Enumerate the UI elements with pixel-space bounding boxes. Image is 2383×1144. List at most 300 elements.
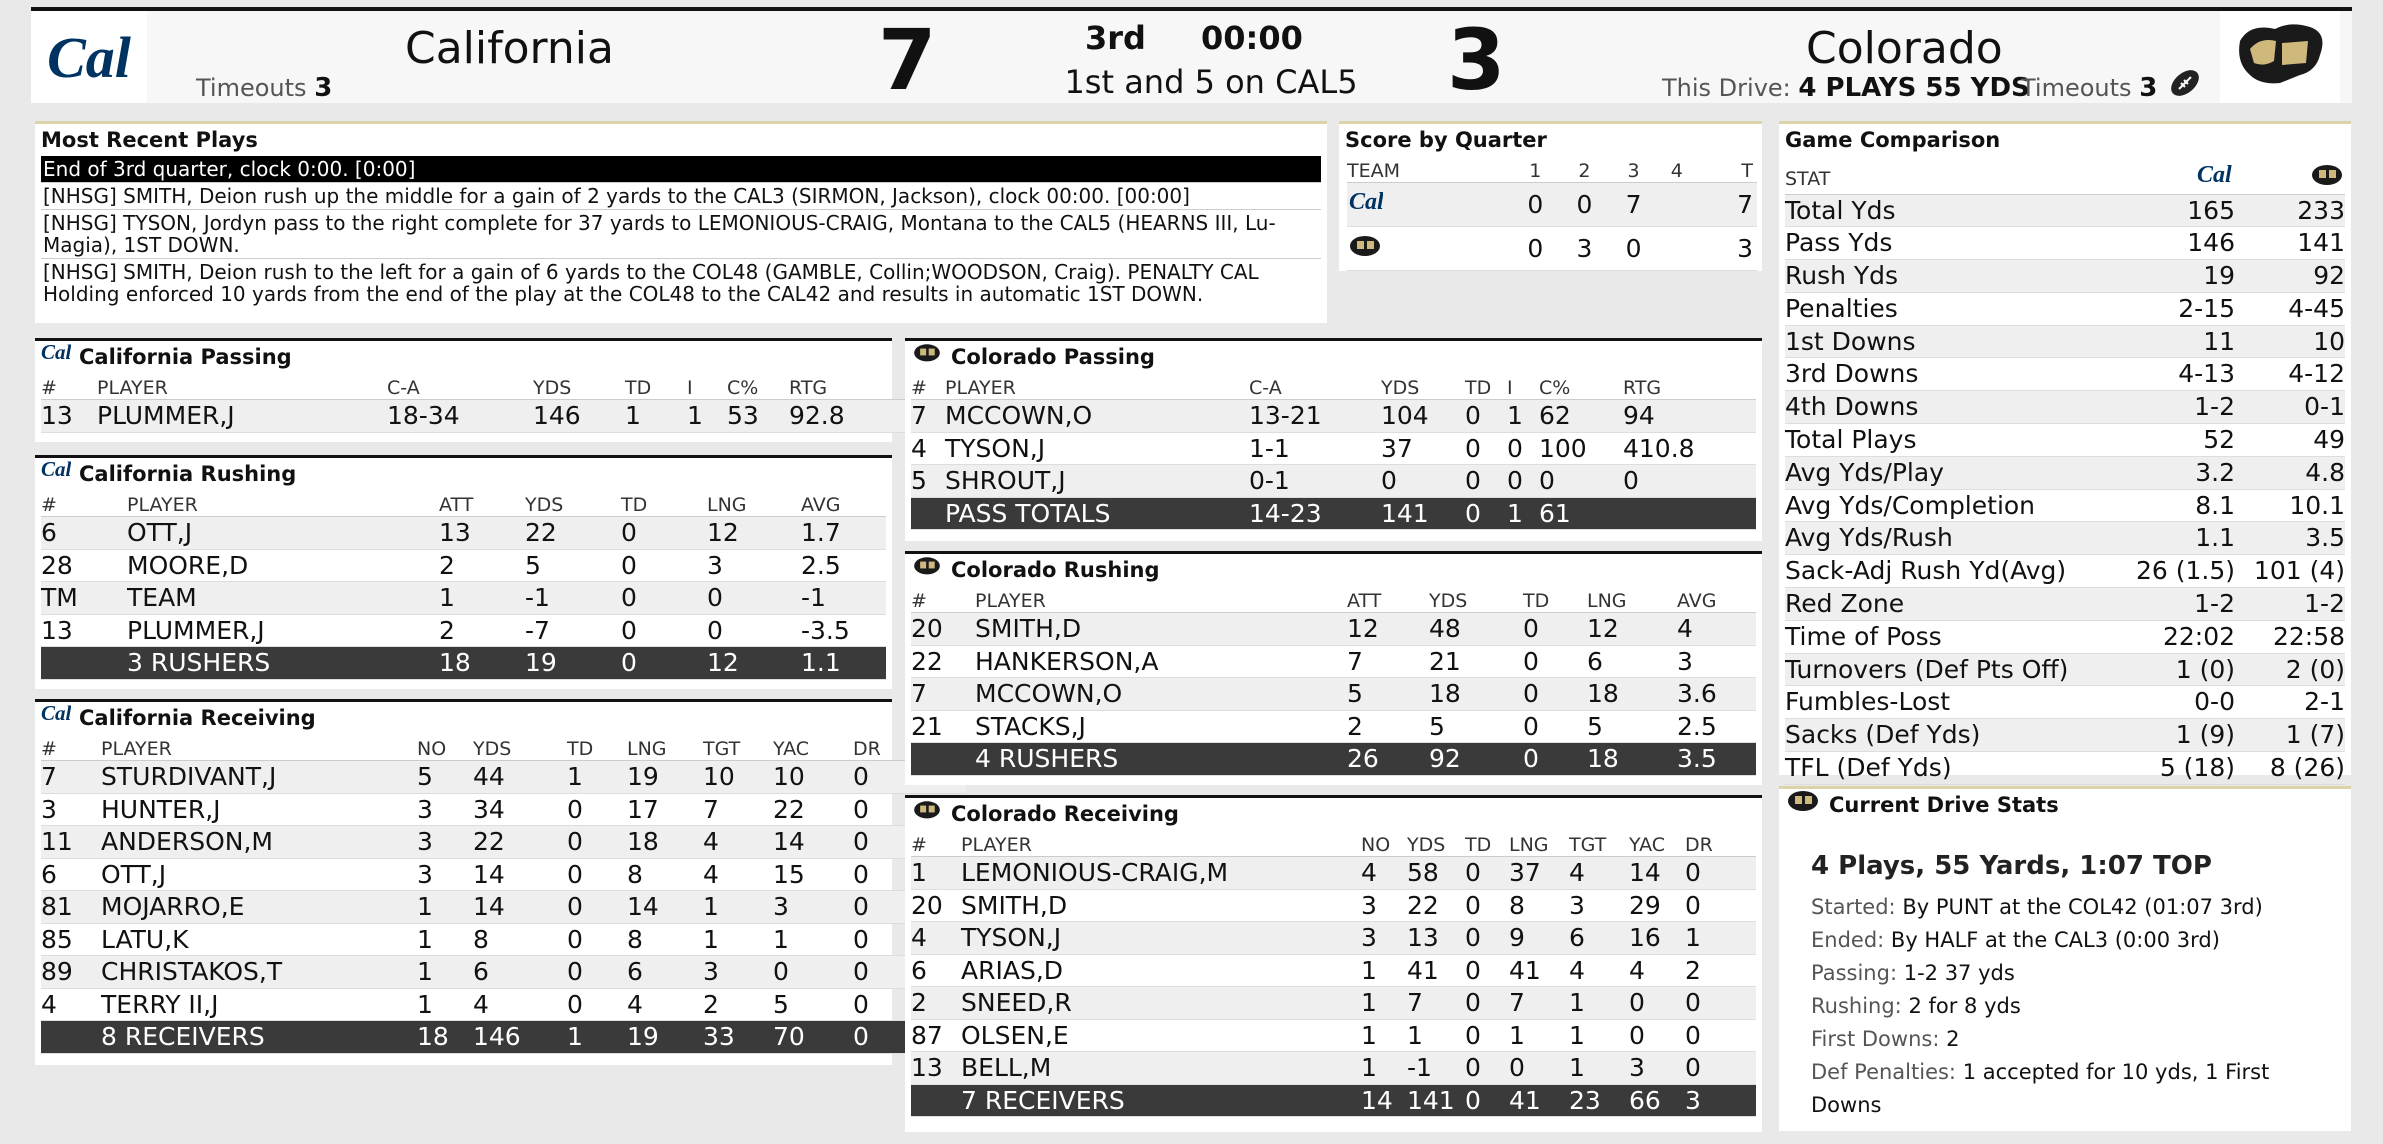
player-name[interactable]: SNEED,R xyxy=(961,987,1361,1020)
colorado-mini-logo-icon xyxy=(1347,227,1511,271)
colorado-value: 22:58 xyxy=(2235,620,2345,653)
panel-title xyxy=(1779,789,2351,821)
panel-title: Score by Quarter xyxy=(1345,128,1547,152)
stat-cell: 33 xyxy=(703,1021,773,1054)
drive-stat-value: By HALF at the CAL3 (0:00 3rd) xyxy=(1890,928,2220,952)
stat-cell: 18 xyxy=(1587,743,1677,776)
col-header[interactable]: DR xyxy=(853,734,966,761)
drive-stat-label: First Downs: xyxy=(1811,1027,1940,1051)
drive-stat-value: By PUNT at the COL42 (01:07 3rd) xyxy=(1902,895,2263,919)
play-item[interactable]: [NHSG] SMITH, Deion rush up the middle for a gain of 2 yards to the CAL3 (SIRMON, Jackson), clock 00:00. [00:00] xyxy=(41,183,1321,210)
stat-cell: 22 xyxy=(473,826,567,859)
col-header[interactable]: AVG xyxy=(801,490,886,517)
player-name[interactable]: TYSON,J xyxy=(961,922,1361,955)
col-header[interactable]: YDS xyxy=(1381,373,1465,400)
stat-cell: 1.7 xyxy=(801,517,886,550)
stat-cell: 4 xyxy=(1629,954,1685,987)
stat-cell: 0 xyxy=(567,826,627,859)
col-header[interactable]: TGT xyxy=(703,734,773,761)
comparison-row xyxy=(1785,522,2345,555)
stat-cell: 1 xyxy=(911,857,961,890)
stat-cell: 4 xyxy=(703,826,773,859)
comparison-row xyxy=(1785,292,2345,325)
stat-cell: 89 xyxy=(41,956,101,989)
col-header[interactable]: TD xyxy=(1465,373,1507,400)
colorado-mini-logo-icon xyxy=(911,340,943,374)
comparison-row xyxy=(1785,620,2345,653)
colorado-value: 0-1 xyxy=(2235,391,2345,424)
comparison-row xyxy=(1785,194,2345,227)
comparison-row xyxy=(1785,456,2345,489)
stat-cell: 13 xyxy=(41,400,97,433)
stat-cell: 20 xyxy=(911,889,961,922)
player-name[interactable]: OTT,J xyxy=(127,517,439,550)
col-header[interactable]: ATT xyxy=(1347,586,1429,613)
stat-cell: 2 xyxy=(1347,710,1429,743)
col-header[interactable]: # xyxy=(911,586,975,613)
player-name[interactable]: OTT,J xyxy=(101,858,417,891)
col-header: STAT xyxy=(1785,156,2125,194)
table-title: California Receiving xyxy=(79,706,316,730)
table-title: Colorado Passing xyxy=(951,345,1155,369)
col-header[interactable]: YDS xyxy=(533,373,625,400)
player-name[interactable]: LATU,K xyxy=(101,923,417,956)
comparison-row xyxy=(1785,686,2345,719)
stat-cell: 44 xyxy=(473,761,567,794)
stat-cell: 0 xyxy=(1685,1019,1756,1052)
player-name[interactable]: SMITH,D xyxy=(975,613,1347,646)
stat-cell: 1 xyxy=(417,923,473,956)
stat-cell: 2.5 xyxy=(801,549,886,582)
table-row xyxy=(911,922,1756,955)
table-row xyxy=(41,614,886,647)
stat-cell: 22 xyxy=(525,517,621,550)
player-name[interactable]: OLSEN,E xyxy=(961,1019,1361,1052)
stat-cell: 2 xyxy=(439,614,525,647)
drive-stat xyxy=(1811,891,2319,924)
cal-value: 146 xyxy=(2125,227,2235,260)
stat-cell: 0 xyxy=(1465,889,1509,922)
stat-cell: 41 xyxy=(1509,954,1569,987)
player-name[interactable]: STACKS,J xyxy=(975,710,1347,743)
col-header[interactable]: NO xyxy=(417,734,473,761)
stat-cell: 1 xyxy=(1361,1019,1407,1052)
col-header: T xyxy=(1695,156,1757,183)
comparison-row xyxy=(1785,325,2345,358)
stat-cell: 1 xyxy=(1407,1019,1465,1052)
player-name[interactable]: PLUMMER,J xyxy=(97,400,387,433)
col-header[interactable]: LNG xyxy=(707,490,801,517)
cal-value: 1 (9) xyxy=(2125,719,2235,752)
cal-mini-logo-icon xyxy=(2125,156,2235,194)
cal-value: 19 xyxy=(2125,260,2235,293)
stat-cell: 0 xyxy=(853,761,966,794)
panel-title xyxy=(905,554,1762,586)
california-rushing-panel xyxy=(35,455,892,689)
stat-cell: 41 xyxy=(1407,954,1465,987)
col-header[interactable]: # xyxy=(41,373,97,400)
col-header[interactable]: TD xyxy=(1523,586,1587,613)
table-row xyxy=(41,923,966,956)
stat-cell: 0 xyxy=(1381,465,1465,498)
stat-cell: 0 xyxy=(621,549,707,582)
stat-cell: 100 xyxy=(1539,432,1623,465)
stat-label: Rush Yds xyxy=(1785,260,2125,293)
stat-cell xyxy=(911,743,975,776)
col-header[interactable]: C% xyxy=(727,373,789,400)
cal-value: 165 xyxy=(2125,194,2235,227)
stat-cell: 70 xyxy=(773,1021,853,1054)
drive-stat-value: 1-2 37 yds xyxy=(1903,961,2015,985)
col-header[interactable]: PLAYER xyxy=(101,734,417,761)
player-name: PASS TOTALS xyxy=(945,497,1249,530)
stat-cell: 3 xyxy=(773,891,853,924)
col-header[interactable]: PLAYER xyxy=(975,586,1347,613)
stat-cell: 13 xyxy=(1407,922,1465,955)
stat-cell: 0 xyxy=(1507,432,1539,465)
player-name[interactable]: SHROUT,J xyxy=(945,465,1249,498)
stat-cell: 18 xyxy=(627,826,703,859)
stat-cell: 0 xyxy=(621,517,707,550)
table-row xyxy=(41,826,966,859)
stat-cell: 48 xyxy=(1429,613,1523,646)
stat-cell: 17 xyxy=(627,793,703,826)
player-name[interactable]: TYSON,J xyxy=(945,432,1249,465)
stat-cell: 14 xyxy=(473,858,567,891)
table-row xyxy=(911,432,1756,465)
stat-cell: 34 xyxy=(473,793,567,826)
stat-cell: 4 xyxy=(473,988,567,1021)
col-header[interactable]: YDS xyxy=(525,490,621,517)
player-name[interactable]: SMITH,D xyxy=(961,889,1361,922)
player-name[interactable]: TERRY II,J xyxy=(101,988,417,1021)
col-header: 1 xyxy=(1511,156,1560,183)
stat-cell: 11 xyxy=(41,826,101,859)
table-row xyxy=(41,956,966,989)
table-title: Colorado Rushing xyxy=(951,558,1160,582)
stat-cell: 0 xyxy=(567,956,627,989)
stat-label: Sack-Adj Rush Yd(Avg) xyxy=(1785,555,2125,588)
stat-cell xyxy=(911,1084,961,1117)
player-name[interactable]: PLUMMER,J xyxy=(127,614,439,647)
stat-cell: 3 xyxy=(417,826,473,859)
colorado-value: 233 xyxy=(2235,194,2345,227)
table-row xyxy=(911,645,1756,678)
col-header[interactable]: YAC xyxy=(1629,830,1685,857)
col-header[interactable]: I xyxy=(687,373,727,400)
col-header[interactable]: YAC xyxy=(773,734,853,761)
stat-label: Turnovers (Def Pts Off) xyxy=(1785,653,2125,686)
play-item[interactable]: End of 3rd quarter, clock 0:00. [0:00] xyxy=(41,156,1321,183)
stat-cell: 1.1 xyxy=(801,647,886,680)
cal-value: 1-2 xyxy=(2125,391,2235,424)
cal-value: 26 (1.5) xyxy=(2125,555,2235,588)
cal-mini-logo-icon xyxy=(41,457,71,491)
stat-cell: 7 xyxy=(703,793,773,826)
stat-cell: 10 xyxy=(703,761,773,794)
col-header[interactable]: C-A xyxy=(387,373,533,400)
table-title: California Passing xyxy=(79,345,292,369)
stat-cell: 10 xyxy=(773,761,853,794)
stat-cell: 2 xyxy=(439,549,525,582)
col-header[interactable]: C-A xyxy=(1249,373,1381,400)
stat-cell: 0 xyxy=(1465,1084,1509,1117)
stat-cell: 53 xyxy=(727,400,789,433)
col-header[interactable]: LNG xyxy=(1587,586,1677,613)
table-row xyxy=(41,517,886,550)
stat-cell: 6 xyxy=(627,956,703,989)
stat-label: Time of Poss xyxy=(1785,620,2125,653)
stat-cell: 28 xyxy=(41,549,127,582)
stat-cell: 20 xyxy=(911,613,975,646)
stat-cell: 2 xyxy=(911,987,961,1020)
play-item[interactable]: [NHSG] SMITH, Deion rush to the left for a gain of 6 yards to the COL48 (GAMBLE, Collin;WOODSON, Craig). PENALTY CAL Holding enforced 10 yards from the end of the play at the COL48 to the CAL42 and results in automatic 1ST DOWN. xyxy=(43,260,1259,306)
drive-stat-value: 1 accepted for 10 yds, 1 First Downs xyxy=(1811,1060,2270,1117)
stat-cell: 13 xyxy=(41,614,127,647)
stat-cell: 5 xyxy=(1347,678,1429,711)
cal-mini-logo-icon xyxy=(41,340,71,374)
colorado-value: 1 (7) xyxy=(2235,719,2345,752)
stat-cell: 0 xyxy=(773,956,853,989)
player-name[interactable]: MOJARRO,E xyxy=(101,891,417,924)
stat-cell: 1 xyxy=(567,1021,627,1054)
col-header[interactable]: AVG xyxy=(1677,586,1756,613)
col-header[interactable]: YDS xyxy=(1429,586,1523,613)
col-header[interactable]: ATT xyxy=(439,490,525,517)
stat-cell: 141 xyxy=(1407,1084,1465,1117)
player-name[interactable]: HANKERSON,A xyxy=(975,645,1347,678)
stat-cell: 0 xyxy=(1523,613,1587,646)
stat-cell: 2.5 xyxy=(1677,710,1756,743)
player-name[interactable]: LEMONIOUS-CRAIG,M xyxy=(961,857,1361,890)
drive-stat xyxy=(1811,990,2319,1023)
stat-cell: 0 xyxy=(1685,1052,1756,1085)
table-row xyxy=(911,465,1756,498)
colorado-mini-logo-icon xyxy=(911,797,943,831)
col-header[interactable]: PLAYER xyxy=(97,373,387,400)
player-name[interactable]: BELL,M xyxy=(961,1052,1361,1085)
stat-cell xyxy=(41,647,127,680)
col-header[interactable]: # xyxy=(911,373,945,400)
stat-cell: 4 xyxy=(1569,857,1629,890)
possession-football-icon xyxy=(2167,65,2203,105)
stat-cell: 0 xyxy=(1465,1019,1509,1052)
stat-cell: 66 xyxy=(1629,1084,1685,1117)
stat-cell: 7 xyxy=(911,400,945,433)
col-header[interactable]: PLAYER xyxy=(961,830,1361,857)
colorado-mini-logo-icon xyxy=(911,553,943,587)
stat-cell: 5 xyxy=(911,465,945,498)
colorado-mini-logo-icon xyxy=(1785,786,1821,824)
drive-stat-label: Started: xyxy=(1811,895,1896,919)
drive-headline: 4 Plays, 55 Yards, 1:07 TOP xyxy=(1811,851,2212,881)
scoreboard xyxy=(31,7,2352,109)
col-header[interactable]: DR xyxy=(1685,830,1756,857)
stat-cell: 1-1 xyxy=(1249,432,1381,465)
colorado-receiving-panel xyxy=(905,795,1762,1132)
stat-cell: 18 xyxy=(439,647,525,680)
stat-cell: 0 xyxy=(1465,922,1509,955)
player-name: 8 RECEIVERS xyxy=(101,1021,417,1054)
stat-cell: 0 xyxy=(1685,889,1756,922)
panel-title xyxy=(905,798,1762,830)
col-header[interactable]: I xyxy=(1507,373,1539,400)
stat-cell: 18 xyxy=(1587,678,1677,711)
table-row xyxy=(911,1052,1756,1085)
stat-cell: 15 xyxy=(773,858,853,891)
stat-cell: 0 xyxy=(567,923,627,956)
stats-table xyxy=(911,586,1756,776)
stat-cell: 4 xyxy=(41,988,101,1021)
col-header[interactable]: TD xyxy=(1465,830,1509,857)
stat-cell: 14 xyxy=(773,826,853,859)
cal-value: 1-2 xyxy=(2125,588,2235,621)
stat-cell: 8 xyxy=(473,923,567,956)
stat-cell: 1 xyxy=(1361,1052,1407,1085)
col-header[interactable]: C% xyxy=(1539,373,1623,400)
col-header[interactable]: TD xyxy=(567,734,627,761)
stats-table xyxy=(911,373,1756,530)
stat-cell: 3 xyxy=(1677,645,1756,678)
play-item[interactable]: [NHSG] TYSON, Jordyn pass to the right complete for 37 yards to LEMONIOUS-CRAIG, Montana to the CAL5 (HEARNS III, Lu-Magia), 1ST DOWN. xyxy=(41,210,1321,259)
away-score: 3 xyxy=(1447,11,1506,109)
col-header[interactable]: TD xyxy=(621,490,707,517)
player-name[interactable]: TEAM xyxy=(127,582,439,615)
stat-cell: 87 xyxy=(911,1019,961,1052)
stat-cell: 1 xyxy=(1569,987,1629,1020)
stat-cell: 0 xyxy=(1629,1019,1685,1052)
stat-label: Fumbles-Lost xyxy=(1785,686,2125,719)
player-name[interactable]: ARIAS,D xyxy=(961,954,1361,987)
table-row xyxy=(911,987,1756,1020)
stat-cell: 8 xyxy=(627,858,703,891)
stat-cell: 2 xyxy=(1685,954,1756,987)
player-name[interactable]: ANDERSON,M xyxy=(101,826,417,859)
player-name[interactable]: MCCOWN,O xyxy=(945,400,1249,433)
colorado-value: 2 (0) xyxy=(2235,653,2345,686)
stat-cell: 0 xyxy=(853,923,966,956)
score-by-quarter-panel xyxy=(1339,121,1762,271)
stat-cell: 3 xyxy=(707,549,801,582)
stat-cell: 19 xyxy=(525,647,621,680)
cell: 0 xyxy=(1609,227,1658,271)
home-timeouts: Timeouts 3 xyxy=(196,73,333,103)
stat-cell: 0-1 xyxy=(1249,465,1381,498)
player-name[interactable]: STURDIVANT,J xyxy=(101,761,417,794)
player-name: 7 RECEIVERS xyxy=(961,1084,1361,1117)
svg-text:Cal: Cal xyxy=(41,457,71,481)
panel-title xyxy=(35,458,892,490)
comparison-row xyxy=(1785,489,2345,522)
stat-cell: 7 xyxy=(1347,645,1429,678)
stat-cell: 3 xyxy=(1685,1084,1756,1117)
stat-cell: 3.6 xyxy=(1677,678,1756,711)
col-header[interactable]: # xyxy=(41,490,127,517)
colorado-rushing-panel xyxy=(905,551,1762,785)
total-row xyxy=(911,1084,1756,1117)
stat-cell: -3.5 xyxy=(801,614,886,647)
stat-cell: 1 xyxy=(687,400,727,433)
stat-cell: 0 xyxy=(1465,432,1507,465)
stat-cell: 6 xyxy=(473,956,567,989)
col-header[interactable]: # xyxy=(911,830,961,857)
stat-cell: 0 xyxy=(707,582,801,615)
drive-stat xyxy=(1811,957,2319,990)
stat-label: Avg Yds/Play xyxy=(1785,456,2125,489)
total-row xyxy=(911,497,1756,530)
col-header[interactable]: YDS xyxy=(473,734,567,761)
col-header[interactable]: TD xyxy=(625,373,687,400)
stat-cell: 1 xyxy=(439,582,525,615)
drive-stat-value: 2 xyxy=(1946,1027,1960,1051)
col-header[interactable]: RTG xyxy=(1623,373,1756,400)
stat-cell: 0 xyxy=(1465,497,1507,530)
cal-value: 3.2 xyxy=(2125,456,2235,489)
stat-cell xyxy=(911,497,945,530)
cell: 0 xyxy=(1511,227,1560,271)
stat-cell: 13 xyxy=(439,517,525,550)
stat-cell: 23 xyxy=(1569,1084,1629,1117)
stat-cell: TM xyxy=(41,582,127,615)
stat-cell: 7 xyxy=(1407,987,1465,1020)
panel-title xyxy=(905,341,1762,373)
stat-cell: 1 xyxy=(773,923,853,956)
stats-table xyxy=(41,490,886,680)
col-header[interactable]: TGT xyxy=(1569,830,1629,857)
down-distance: 1st and 5 on CAL5 xyxy=(1064,63,1358,101)
col-header[interactable]: LNG xyxy=(1509,830,1569,857)
comparison-row xyxy=(1785,719,2345,752)
col-header[interactable]: NO xyxy=(1361,830,1407,857)
most-recent-plays-panel xyxy=(35,121,1327,323)
col-header[interactable]: RTG xyxy=(789,373,986,400)
stat-cell: 1 xyxy=(1361,954,1407,987)
drive-stat-label: Ended: xyxy=(1811,928,1885,952)
stat-cell: 0 xyxy=(567,891,627,924)
drive-stat xyxy=(1811,924,2319,957)
colorado-value: 10 xyxy=(2235,325,2345,358)
table-row xyxy=(41,761,966,794)
stat-cell: 18 xyxy=(1429,678,1523,711)
stat-cell: 146 xyxy=(533,400,625,433)
col-header[interactable]: LNG xyxy=(627,734,703,761)
player-name[interactable]: CHRISTAKOS,T xyxy=(101,956,417,989)
stat-cell: 92 xyxy=(1429,743,1523,776)
stat-cell: 37 xyxy=(1381,432,1465,465)
colorado-logo xyxy=(2220,11,2340,103)
table-row xyxy=(911,613,1756,646)
col-header[interactable]: # xyxy=(41,734,101,761)
table-row xyxy=(41,793,966,826)
col-header: TEAM xyxy=(1347,156,1511,183)
stat-cell: 62 xyxy=(1539,400,1623,433)
stat-cell: 18-34 xyxy=(387,400,533,433)
table-row xyxy=(911,678,1756,711)
colorado-value: 3.5 xyxy=(2235,522,2345,555)
player-name[interactable]: MCCOWN,O xyxy=(975,678,1347,711)
cal-value: 52 xyxy=(2125,424,2235,457)
col-header[interactable]: PLAYER xyxy=(945,373,1249,400)
player-name[interactable]: MOORE,D xyxy=(127,549,439,582)
player-name[interactable]: HUNTER,J xyxy=(101,793,417,826)
stat-cell: 19 xyxy=(627,761,703,794)
col-header[interactable]: PLAYER xyxy=(127,490,439,517)
table-title: California Rushing xyxy=(79,462,297,486)
stat-cell: 18 xyxy=(417,1021,473,1054)
stat-cell: 12 xyxy=(1347,613,1429,646)
col-header[interactable]: YDS xyxy=(1407,830,1465,857)
cell: 7 xyxy=(1695,183,1757,227)
